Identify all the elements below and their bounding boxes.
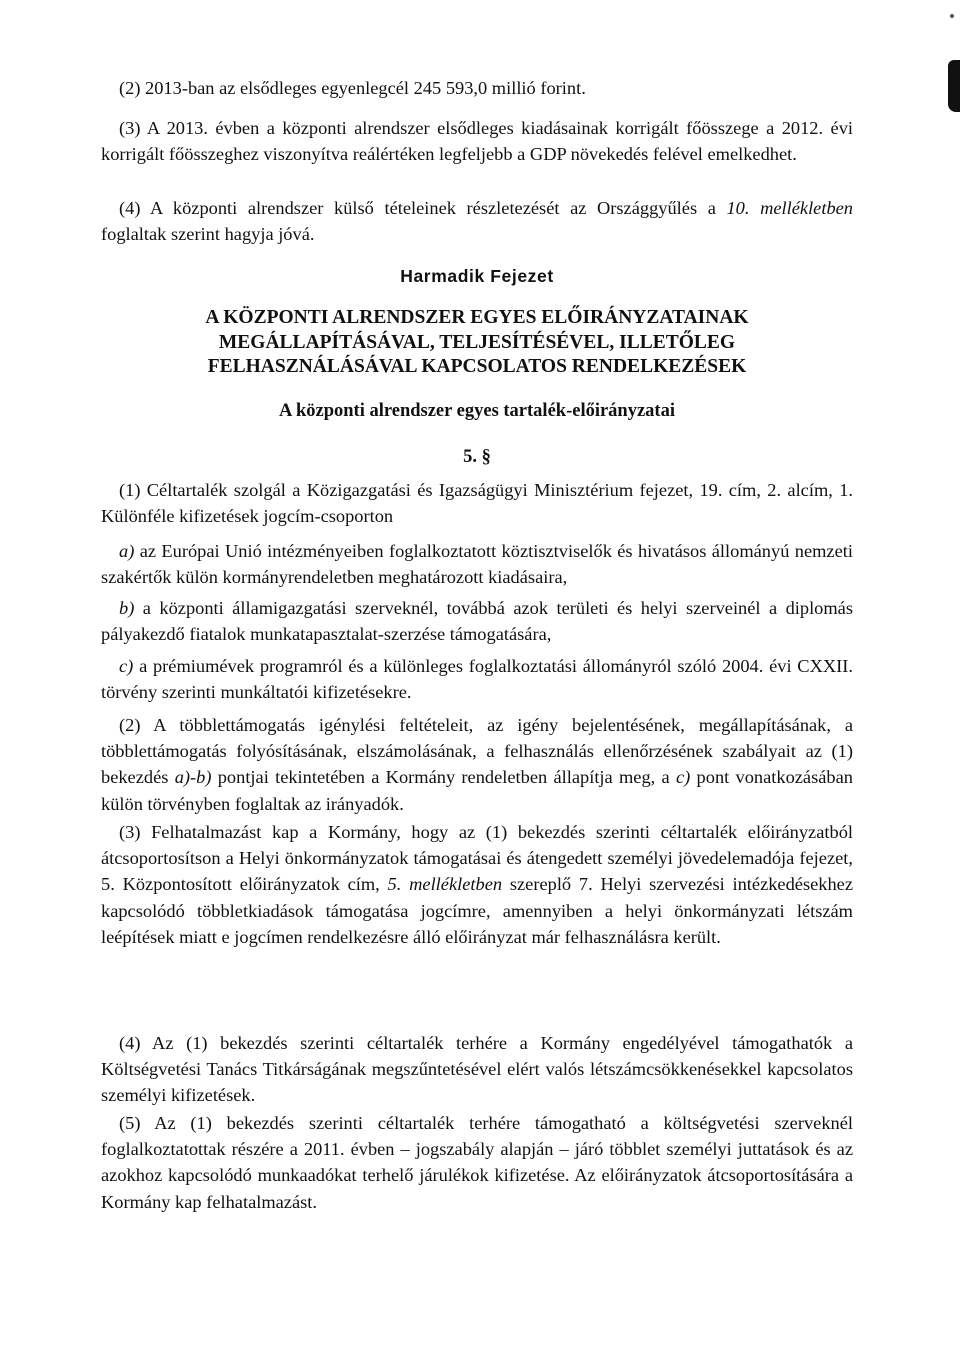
section-group-title bbox=[101, 398, 853, 424]
section-paragraph-3-annex-ref: 5. mellékletben bbox=[387, 874, 503, 895]
item-b bbox=[101, 595, 853, 647]
paragraph-4-start: (4) A központi alrendszer külső tételeinek részletezését az Országgyűlés a bbox=[119, 198, 716, 218]
item-c bbox=[101, 653, 853, 705]
section-paragraph-5-text: (5) Az (1) bekezdés szerinti céltartalék terhére támogatható a költségvetési szerveknél foglalkoztatottak részére a 2011. évben – jogszabály alapján – járó többlet személyi juttatások és az azokhoz kapcsolódó munkaadókat terhelő járulékok kifizetése. Az előirányzatok átcsoportosítására a Kormány kap felhatalmazást. bbox=[101, 1113, 853, 1212]
section-paragraph-2-a: (2) A többlettámogatás igénylési feltételeit, az igény bejelentésének, megállapításának, a többlettámogatás folyósításának, elszámolásának, a felhasználás ellenőrzésének szabályait az (1) bekezdés bbox=[101, 715, 853, 788]
item-a-body: az Európai Unió intézményeiben foglalkoztatott köztisztviselők és hivatásos állományú nemzeti szakértők külön kormányrendeletben meghatározott kiadásaira, bbox=[101, 541, 853, 588]
item-a bbox=[101, 538, 853, 590]
section-number-text: 5. § bbox=[463, 447, 491, 467]
item-a-text bbox=[101, 538, 853, 590]
section-group-title-text: A központi alrendszer egyes tartalék-előirányzatai bbox=[279, 401, 675, 421]
paragraph-2 bbox=[101, 75, 853, 101]
section-paragraph-2-text bbox=[101, 712, 853, 817]
item-b-body: a központi államigazgatási szerveknél, továbbá azok területi és helyi szerveinél a diplomás pályakezdő fiatalok munkatapasztalat-szerzése támogatására, bbox=[101, 598, 853, 645]
item-c-body: a prémiumévek programról és a különleges foglalkoztatási állományról szóló 2004. évi CXXII. törvény szerinti munkáltatói kifizetésekre. bbox=[101, 656, 853, 703]
section-paragraph-2-ref-1: a)-b) bbox=[174, 767, 212, 788]
paragraph-4-annex-ref: 10. mellékletben bbox=[726, 198, 853, 218]
scan-dot bbox=[950, 14, 954, 18]
chapter-title bbox=[101, 306, 853, 380]
section-paragraph-2-b: pontjai tekintetében a Kormány rendeletben állapítja meg, a bbox=[217, 767, 670, 788]
item-b-label: b) bbox=[119, 598, 135, 618]
section-paragraph-5 bbox=[101, 1110, 853, 1215]
item-a-label: a) bbox=[119, 541, 135, 561]
paragraph-3 bbox=[101, 115, 853, 167]
chapter-title-line-3: FELHASZNÁLÁSÁVAL KAPCSOLATOS RENDELKEZÉSEK bbox=[207, 356, 747, 377]
section-paragraph-1 bbox=[101, 477, 853, 529]
section-paragraph-4 bbox=[101, 1030, 853, 1109]
chapter-label: Harmadik Fejezet bbox=[400, 266, 554, 286]
paragraph-4-text bbox=[101, 195, 853, 247]
chapter-heading bbox=[101, 263, 853, 289]
item-c-text bbox=[101, 653, 853, 705]
scan-edge-mark bbox=[948, 60, 960, 112]
paragraph-4 bbox=[101, 195, 853, 247]
section-paragraph-3-b: szereplő 7. Helyi szervezési intézkedésekhez kapcsolódó többletkiadások támogatása jogcímre, amennyiben a helyi önkormányzati létszám leépítések miatt e jogcímen rendelkezésre álló előirányzat már felhasználásra került. bbox=[101, 874, 853, 947]
section-paragraph-2-ref-2: c) bbox=[675, 767, 691, 788]
section-paragraph-3-a: (3) Felhatalmazást kap a Kormány, hogy az (1) bekezdés szerinti céltartalék előirányzatból átcsoportosítson a Helyi önkormányzatok támogatásai és átengedett személyi jövedelemadója fejezet, 5. Központosított előirányzatok cím, bbox=[101, 822, 853, 895]
section-paragraph-1-text: (1) Céltartalék szolgál a Közigazgatási és Igazságügyi Minisztérium fejezet, 19. cím, 2. alcím, 1. Különféle kifizetések jogcím-csoporton bbox=[101, 480, 853, 527]
section-paragraph-3 bbox=[101, 819, 853, 950]
chapter-title-line-1: A KÖZPONTI ALRENDSZER EGYES ELŐIRÁNYZATAINAK bbox=[205, 307, 749, 328]
item-b-text bbox=[101, 595, 853, 647]
chapter-title-line-2: MEGÁLLAPÍTÁSÁVAL, TELJESÍTÉSÉVEL, ILLETŐLEG bbox=[218, 331, 736, 353]
section-paragraph-2-c: pont vonatkozásában külön törvényben foglaltak az irányadók. bbox=[101, 767, 853, 814]
section-paragraph-4-text: (4) Az (1) bekezdés szerinti céltartalék terhére a Kormány engedélyével támogathatók a Költségvetési Tanács Titkárságának megszűntetésével elért valós létszámcsökkenésekkel kapcsolatos személyi kifizetések. bbox=[101, 1033, 853, 1106]
paragraph-4-end: foglaltak szerint hagyja jóvá. bbox=[101, 224, 315, 245]
section-paragraph-2 bbox=[101, 712, 853, 817]
section-number bbox=[101, 444, 853, 470]
paragraph-2-text: (2) 2013-ban az elsődleges egyenlegcél 245 593,0 millió forint. bbox=[119, 78, 586, 98]
section-paragraph-3-text bbox=[101, 819, 853, 950]
paragraph-3-text: (3) A 2013. évben a központi alrendszer elsődleges kiadásainak korrigált főösszege a 2012. évi korrigált főösszeghez viszonyítva reálértéken legfeljebb a GDP növekedés felével emelkedhet. bbox=[101, 118, 853, 165]
item-c-label: c) bbox=[119, 656, 134, 676]
